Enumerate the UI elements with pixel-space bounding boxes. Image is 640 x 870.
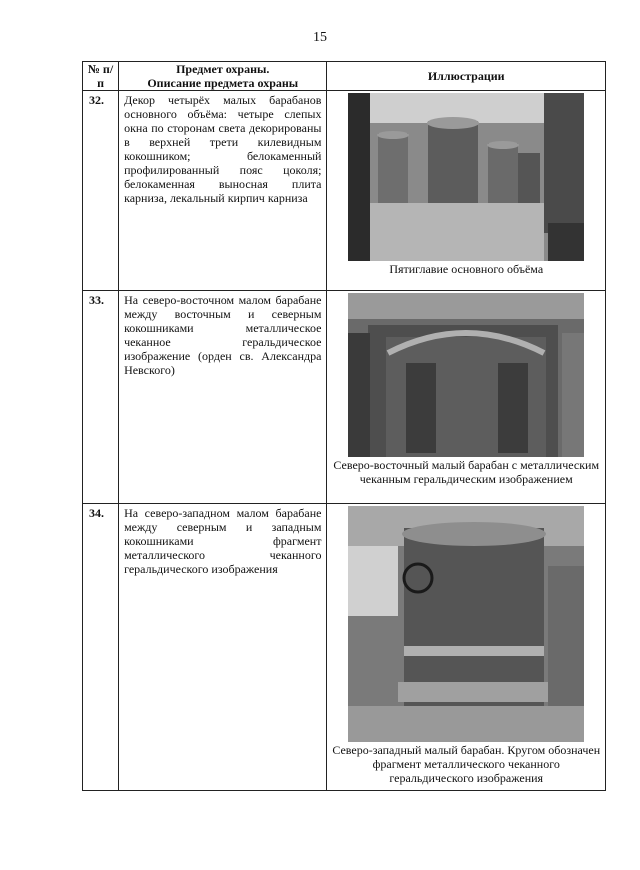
row-number: 32.: [83, 91, 119, 291]
row-illustration: [327, 504, 606, 791]
table-header-row: [83, 62, 606, 91]
row-number: 33.: [83, 291, 119, 504]
row-description: На северо-восточном малом барабане между восточным и северным кокошниками металлическое чеканное геральдическое изображение (орден св. Александра Невского): [119, 291, 327, 504]
page-number: 15: [313, 30, 327, 45]
row-description: Декор четырёх малых барабанов основного объёма: четыре слепых окна по сторонам света декорированы в верхней трети килевидным кокошником; белокаменный профилированный пояс цоколя; белокаменная выносная плита карниза, лекальный кирпич карниза: [119, 91, 327, 291]
protection-table: [82, 61, 606, 791]
northwest-small-drum-photo: [348, 506, 584, 742]
photo-caption: Пятиглавие основного объёма: [389, 262, 544, 276]
header-subject: [119, 62, 327, 91]
table-row: [83, 291, 606, 504]
header-subject-line1: Предмет охраны.: [176, 62, 270, 76]
table-row: [83, 504, 606, 791]
northeast-small-drum-photo: [348, 293, 584, 457]
row-number: 34.: [83, 504, 119, 791]
header-illustrations: Иллюстрации: [327, 62, 606, 91]
table-row: [83, 91, 606, 291]
photo-caption: Северо-восточный малый барабан с металлическим чеканным геральдическим изображением: [333, 458, 600, 486]
header-subject-line2: Описание предмета охраны: [147, 76, 299, 90]
row-illustration: [327, 291, 606, 504]
five-domed-main-volume-photo: [348, 93, 584, 261]
header-number: № п/п: [83, 62, 119, 91]
row-description: На северо-западном малом барабане между северным и западным кокошниками фрагмент металлического чеканного геральдического изображения: [119, 504, 327, 791]
row-illustration: [327, 91, 606, 291]
photo-caption: Северо-западный малый барабан. Кругом обозначен фрагмент металлического чеканного геральдического изображения: [332, 743, 601, 785]
